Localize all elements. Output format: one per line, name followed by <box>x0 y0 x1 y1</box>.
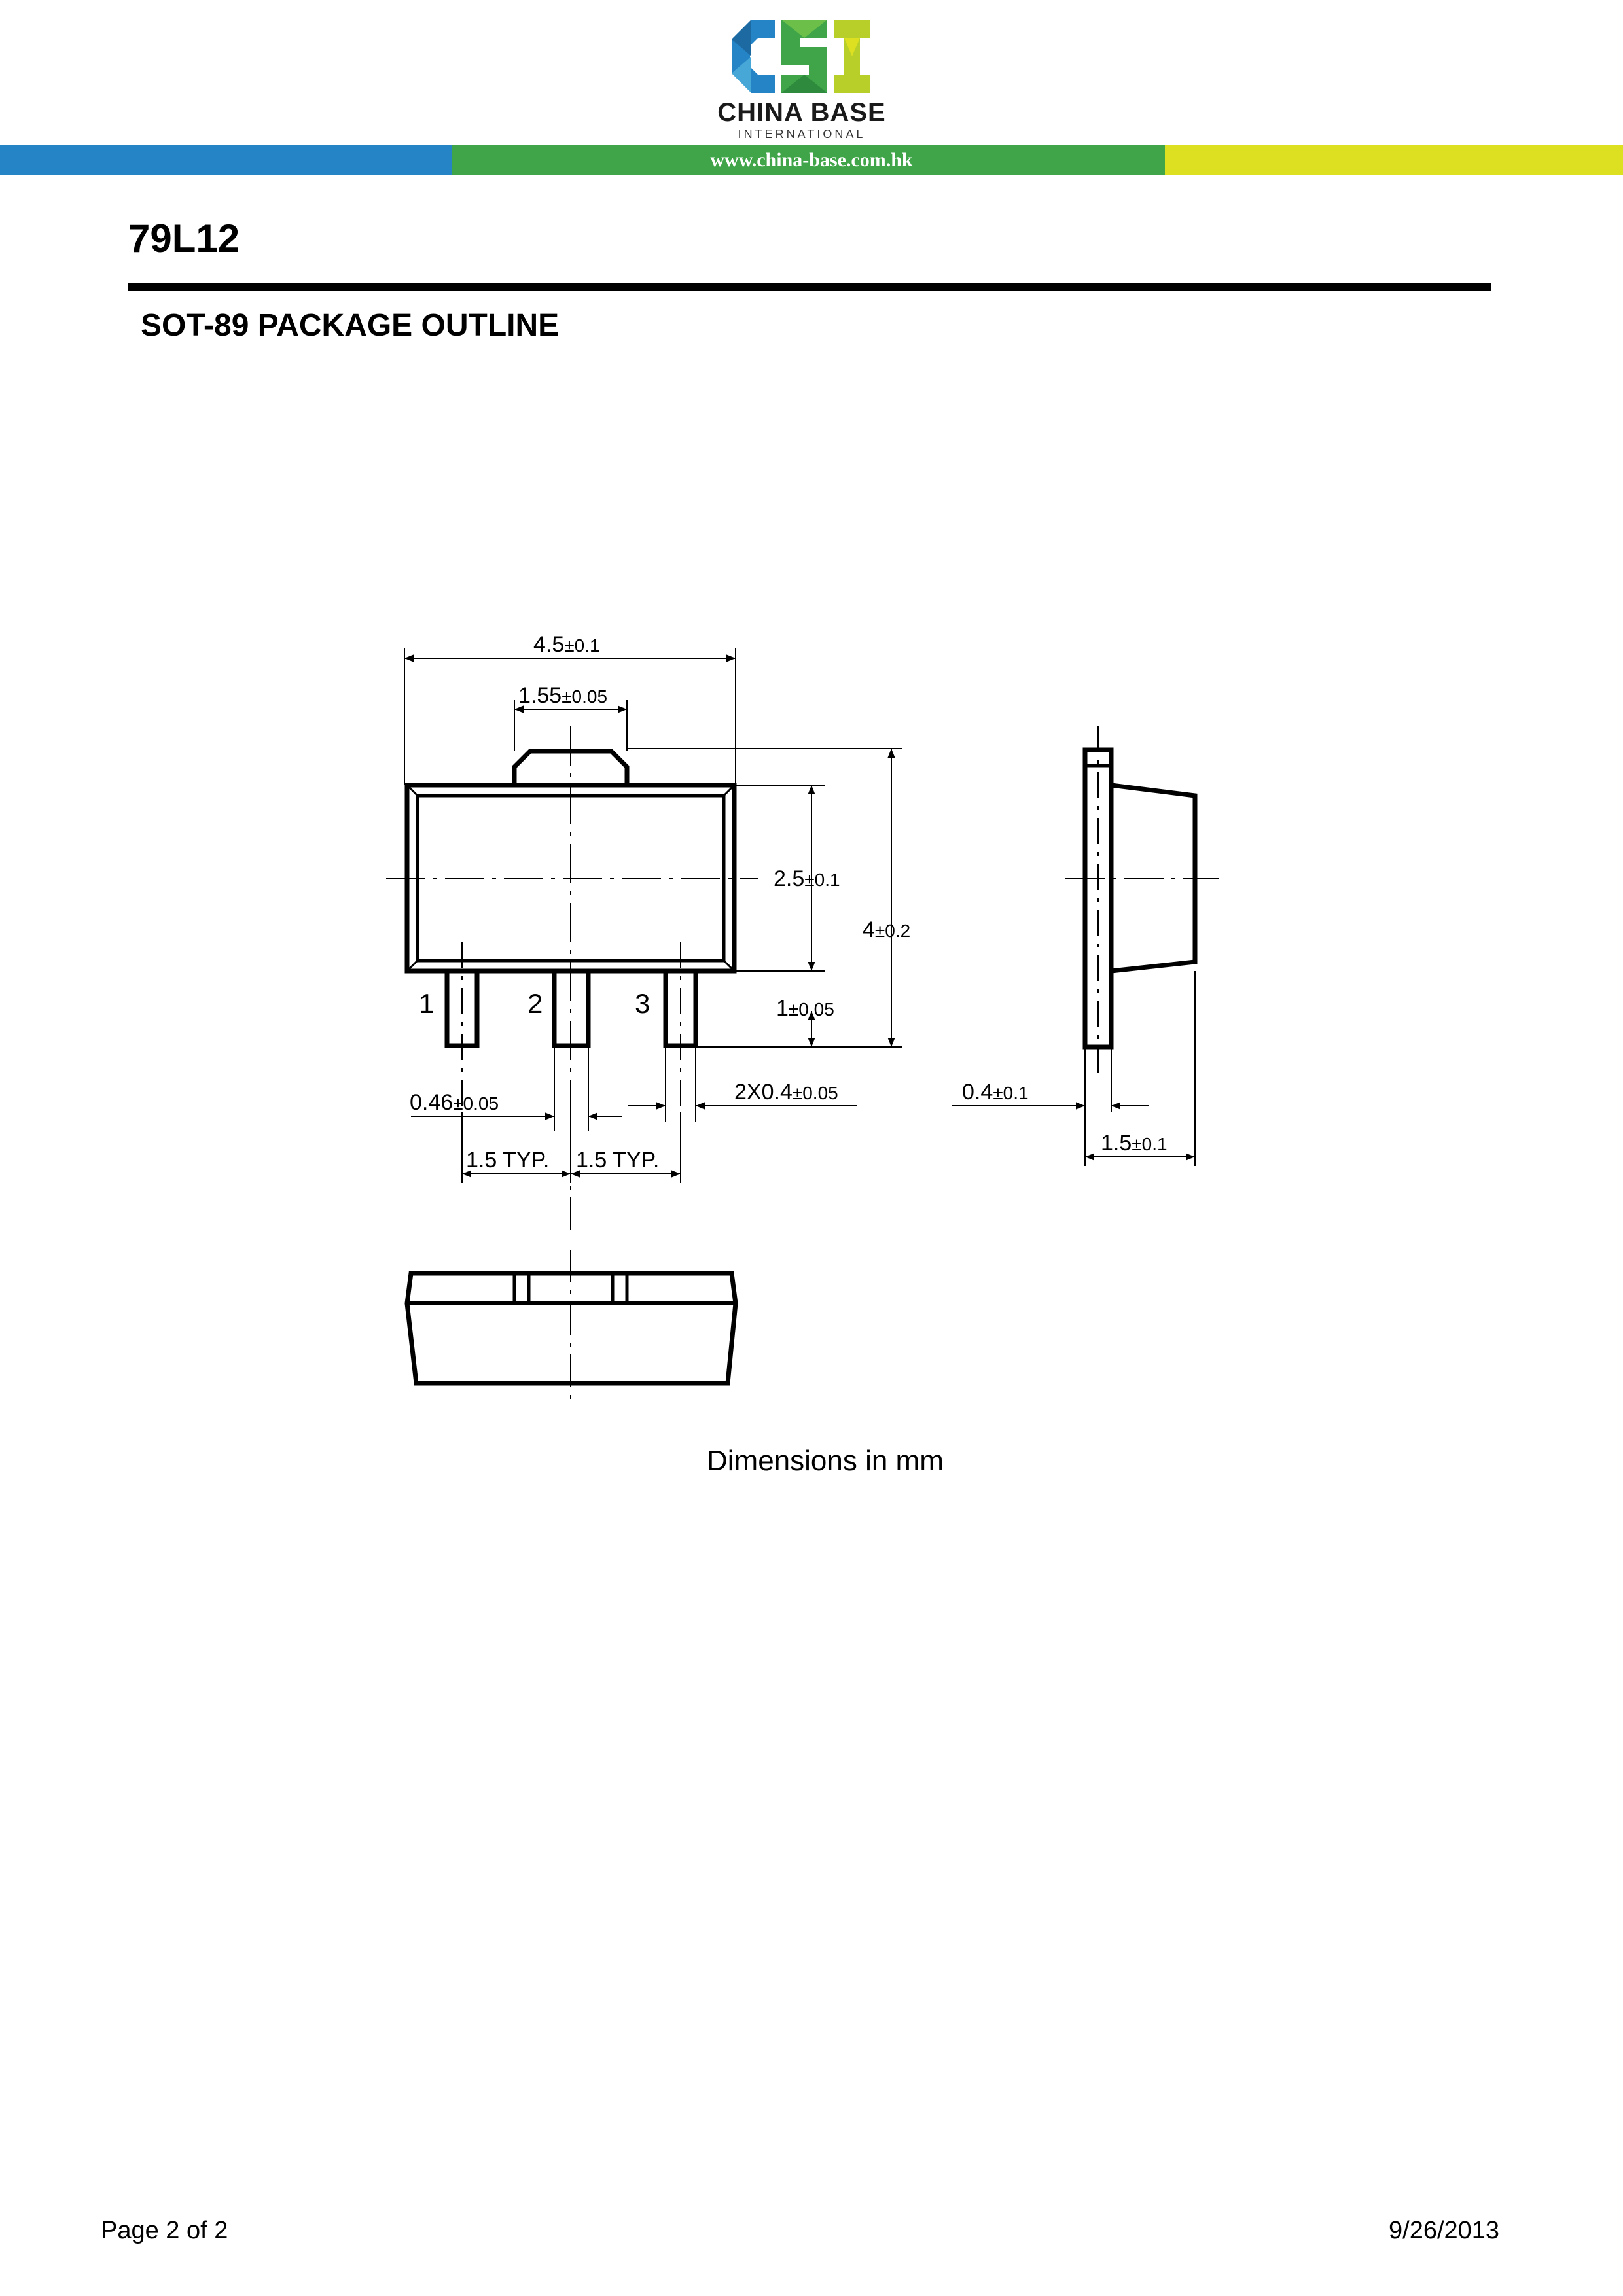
brand-subtitle: INTERNATIONAL <box>738 128 866 141</box>
dim-lead-length: 1±0.05 <box>776 996 834 1021</box>
site-url: www.china-base.com.hk <box>710 149 913 171</box>
page-number: Page 2 of 2 <box>101 2217 228 2244</box>
part-number: 79L12 <box>128 217 240 260</box>
dimensions-note: Dimensions in mm <box>707 1445 944 1477</box>
brand-name: CHINA BASE <box>717 98 886 127</box>
dim-side-depth: 1.5±0.1 <box>1101 1131 1168 1156</box>
dim-overall-height: 4±0.2 <box>863 917 911 942</box>
pin-label-2: 2 <box>527 988 543 1019</box>
dim-pitch-left: 1.5 TYP. <box>466 1148 550 1173</box>
dim-pitch-right: 1.5 TYP. <box>576 1148 660 1173</box>
dim-tab-width: 1.55±0.05 <box>518 683 608 708</box>
dim-overall-width: 4.5±0.1 <box>533 632 600 657</box>
front-view <box>407 1250 736 1407</box>
top-view <box>386 726 758 1230</box>
dim-body-height: 2.5±0.1 <box>774 866 840 891</box>
pin-label-3: 3 <box>635 988 651 1019</box>
pin-label-1: 1 <box>419 988 435 1019</box>
section-title: SOT-89 PACKAGE OUTLINE <box>141 308 560 343</box>
document-date: 9/26/2013 <box>1389 2217 1500 2244</box>
dim-side-thickness: 0.4±0.1 <box>962 1080 1029 1104</box>
dim-center-lead-width: 0.46±0.05 <box>410 1090 499 1115</box>
dim-outer-lead-width: 2X0.4±0.05 <box>734 1080 838 1104</box>
